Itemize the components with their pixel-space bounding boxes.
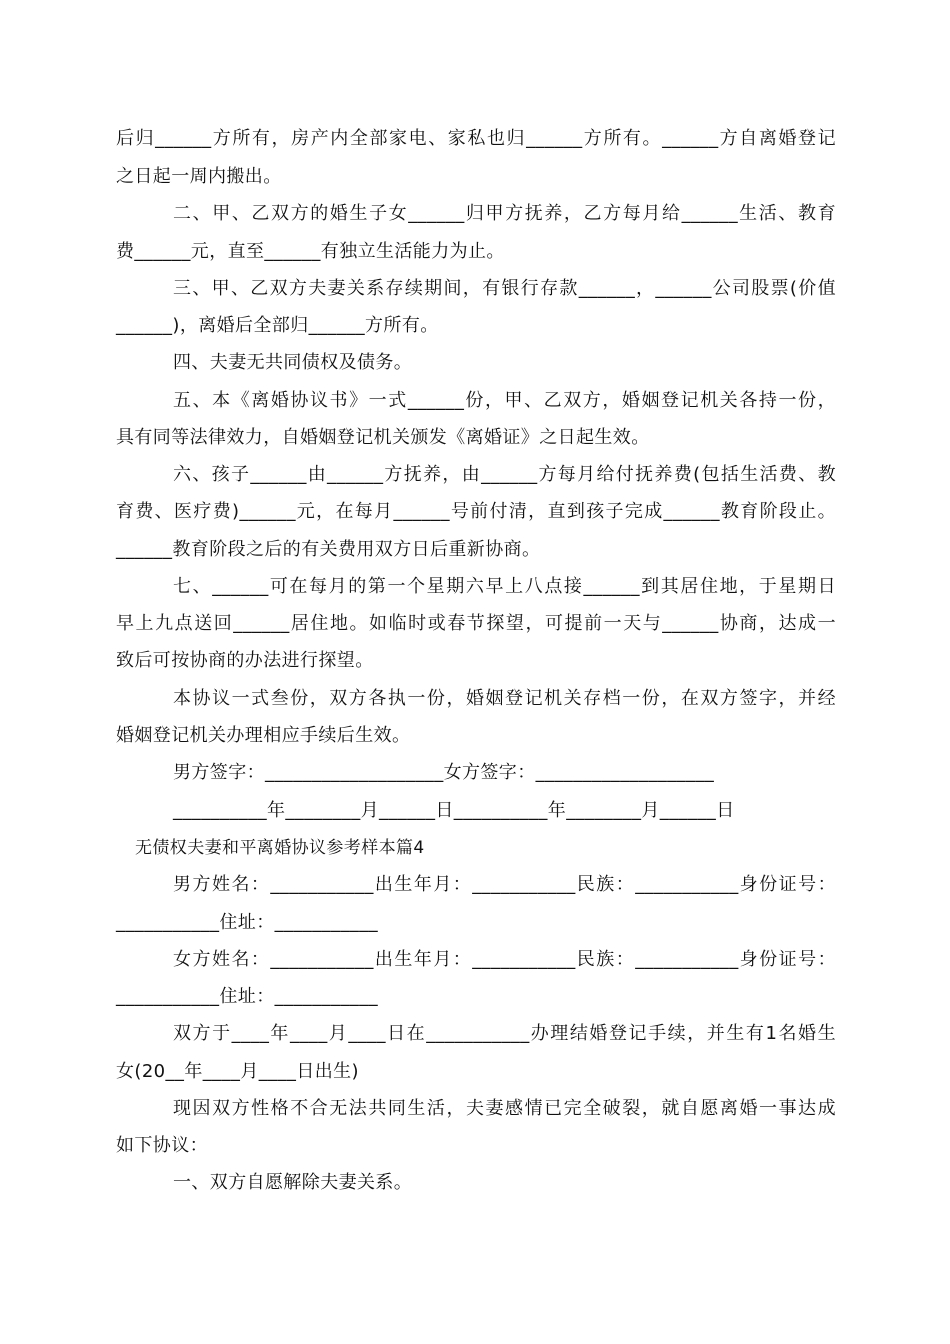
paragraph-line: 育费、医疗费)______元，在每月______号前付清，直到孩子完成______教育阶段止。 (116, 501, 836, 522)
paragraph-line: 本协议一式叁份，双方各执一份，婚姻登记机关存档一份，在双方签字，并经 (173, 688, 836, 709)
signature-line: 男方签字：___________________女方签字：___________________ (173, 762, 715, 783)
paragraph-line: 费______元，直至______有独立生活能力为止。 (116, 241, 505, 262)
date-line: __________年________月______日__________年________月______日 (173, 800, 735, 821)
paragraph-line: 如下协议： (116, 1135, 208, 1156)
paragraph-line: 婚姻登记机关办理相应手续后生效。 (116, 725, 411, 746)
section-title: 无债权夫妻和平离婚协议参考样本篇4 (135, 838, 425, 858)
paragraph-line: ___________住址：___________ (116, 912, 378, 933)
paragraph-line: 二、甲、乙双方的婚生子女______归甲方抚养，乙方每月给______生活、教育 (173, 203, 836, 224)
paragraph-line: 女(20__年____月____日出生) (116, 1061, 359, 1082)
paragraph-line: 具有同等法律效力，自婚姻登记机关颁发《离婚证》之日起生效。 (116, 427, 650, 448)
paragraph-line: 一、双方自愿解除夫妻关系。 (173, 1172, 413, 1193)
paragraph-line: 五、本《离婚协议书》一式______份，甲、乙双方，婚姻登记机关各持一份， (173, 390, 836, 411)
paragraph-line: 现因双方性格不合无法共同生活，夫妻感情已完全破裂，就自愿离婚一事达成 (173, 1098, 836, 1119)
paragraph-line: 女方姓名：___________出生年月：___________民族：___________身份证号： (173, 949, 836, 970)
paragraph-line: ______教育阶段之后的有关费用双方日后重新协商。 (116, 539, 541, 560)
paragraph-line: 后归______方所有，房产内全部家电、家私也归______方所有。______方自离婚登记 (116, 128, 836, 149)
paragraph-line: 早上九点送回______居住地。如临时或春节探望，可提前一天与______协商，达成一 (116, 613, 836, 634)
paragraph-line: 六、孩子______由______方抚养，由______方每月给付抚养费(包括生活费、教 (173, 464, 836, 485)
paragraph-line: ___________住址：___________ (116, 986, 378, 1007)
paragraph-line: 四、夫妻无共同债权及债务。 (173, 352, 413, 373)
paragraph-line: 七、______可在每月的第一个星期六早上八点接______到其居住地，于星期日 (173, 576, 836, 597)
paragraph-line: 双方于____年____月____日在___________办理结婚登记手续，并生有1名婚生 (173, 1023, 836, 1044)
paragraph-line: 致后可按协商的办法进行探望。 (116, 650, 374, 671)
paragraph-line: 之日起一周内搬出。 (116, 166, 282, 187)
paragraph-line: ______)，离婚后全部归______方所有。 (116, 315, 439, 336)
paragraph-line: 男方姓名：___________出生年月：___________民族：___________身份证号： (173, 874, 836, 895)
paragraph-line: 三、甲、乙双方夫妻关系存续期间，有银行存款______，______公司股票(价值 (173, 278, 836, 299)
